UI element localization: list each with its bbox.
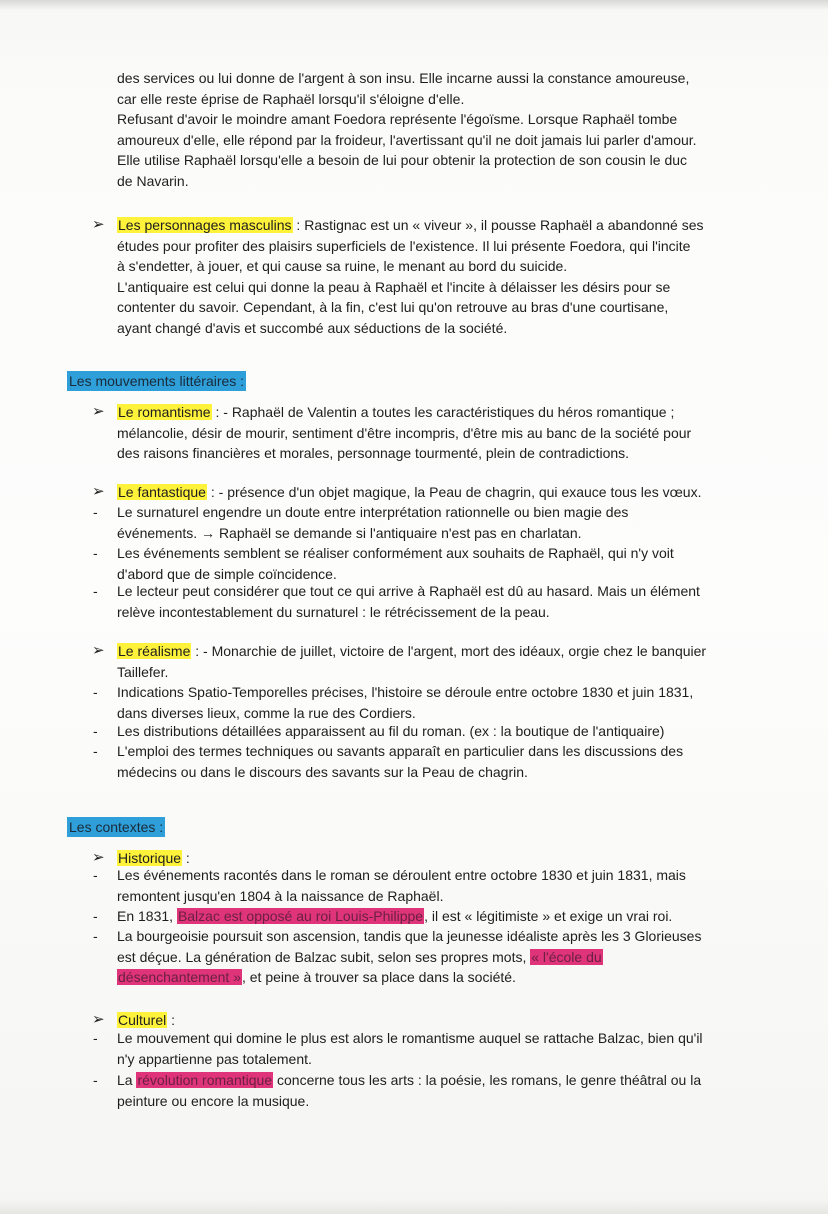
dash-bullet: - [93,545,98,561]
dash-bullet: - [93,1072,98,1088]
page-edge [0,1200,828,1214]
list-item: Indications Spatio-Temporelles précises, l'histoire se déroule entre octobre 1830 et juin 1831, dans diverses lieux, comme la rue des Cordiers. [117,684,694,721]
dash-bullet: - [93,908,98,924]
list-item: La bourgeoisie poursuit son ascension, tandis que la jeunesse idéaliste après les 3 Glorieuses est déçue. La génération de Balzac subit, selon ses propres mots, « l'école du désenchantement », et peine à trouver sa place dans la société. [117,928,702,985]
masculins-label: Les personnages masculins [118,217,292,233]
highlight-pink: Balzac est opposé au roi Louis-Philippe [177,908,424,924]
fantastique-first-line [117,482,777,503]
list-item: La révolution romantique concerne tous les arts : la poésie, les romans, le genre théâtral ou la peinture ou encore la musique. [117,1072,702,1109]
text-line: : - Raphaël de Valentin a toutes les caractéristiques du héros romantique ; [211,404,675,420]
text-line: de Navarin. [117,172,189,189]
dash-bullet: - [93,928,98,944]
text-line: amoureux d'elle, elle répond par la froideur, l'avertissant qu'il ne doit jamais lui parler d'amour. [117,131,697,148]
dash-bullet: - [93,1030,98,1046]
text-line: à s'endetter, à jouer, et qui cause sa ruine, le menant au bord du suicide. [117,258,568,274]
section-heading-contextes: Les contextes : [69,819,164,835]
text-line: des services ou lui donne de l'argent à son insu. Elle incarne aussi la constance amoureuse, [117,70,690,86]
text-line: : - présence d'un objet magique, la Peau de chagrin, qui exauce tous les vœux. [206,484,702,500]
romantisme-label: Le romantisme [118,404,211,420]
text-line: des raisons financières et morales, personnage tourmenté, plein de contradictions. [117,445,630,461]
dash-bullet: - [93,743,98,759]
culturel-label: Culturel [118,1012,167,1028]
section-heading-mouvements: Les mouvements littéraires : [69,373,245,389]
arrow-bullet-icon: ➢ [92,849,105,866]
list-item: Le mouvement qui domine le plus est alors le romantisme auquel se rattache Balzac, bien qu'il n'y appartienne pas totalement. [117,1030,703,1067]
arrow-bullet-icon: ➢ [92,1011,105,1028]
text-line: : Rastignac est un « viveur », il pousse Raphaël a abandonné ses [292,217,704,233]
historique-label: Historique [118,850,182,866]
text-line: Refusant d'avoir le moindre amant Foedora représente l'égoïsme. Lorsque Raphaël tombe [117,111,678,127]
text-line: Elle utilise Raphaël lorsqu'elle a besoin de lui pour obtenir la protection de son cousin le duc [117,152,688,168]
culturel-heading: Culturel : [118,1012,176,1028]
text-line: études pour profiter des plaisirs superficiels de l'existence. Il lui présente Foedora, qui l'incite [117,237,691,254]
list-item: Les événements semblent se réaliser conformément aux souhaits de Raphaël, qui n'y voit d'abord que de simple coïncidence. [117,545,674,582]
romantisme-paragraph [117,402,777,464]
dash-bullet: - [93,684,98,700]
text-line: L'antiquaire est celui qui donne la peau à Raphaël et l'incite à délaisser les désirs pour se [117,278,671,295]
arrow-bullet-icon: ➢ [92,642,105,659]
historique-heading: Historique : [118,850,190,866]
text-line: car elle reste éprise de Raphaël lorsqu'il s'éloigne d'elle. [117,90,465,107]
dash-bullet: - [93,583,98,599]
realisme-label: Le réalisme [118,643,191,659]
arrow-bullet-icon: ➢ [92,216,105,233]
arrow-bullet-icon: ➢ [92,483,105,500]
arrow-bullet-icon: ➢ [92,403,105,420]
highlight-pink: révolution romantique [137,1072,273,1088]
fantastique-label: Le fantastique [118,484,206,500]
list-item: L'emploi des termes techniques ou savants apparaît en particulier dans les discussions des médecins ou dans le discours des savants sur la Peau de chagrin. [117,743,684,780]
masculins-paragraph [117,215,777,338]
intro-paragraph [117,68,777,191]
list-item: Les distributions détaillées apparaissent au fil du roman. (ex : la boutique de l'antiquaire) [117,723,665,739]
list-item: Le lecteur peut considérer que tout ce qui arrive à Raphaël est dû au hasard. Mais un élément relève incontestablement du surnaturel : le rétrécissement de la peau. [117,583,700,620]
text-line: contenter du savoir. Cependant, à la fin, c'est lui qu'on retrouve au bras d'une courtisane, [117,299,669,315]
text-line: ayant changé d'avis et succombé aux séductions de la société. [117,319,508,336]
list-item: Le surnaturel engendre un doute entre interprétation rationnelle ou bien magie des événements. → Raphaël se demande si l'antiquaire n'est pas en charlatan. [117,504,629,541]
dash-bullet: - [93,504,98,520]
realisme-first-line: Le réalisme : - Monarchie de juillet, victoire de l'argent, mort des idéaux, orgie chez le banquier Taillefer. [117,643,707,680]
dash-bullet: - [93,723,98,739]
text-line: mélancolie, désir de mourir, sentiment d'être incompris, d'être mis au banc de la société pour [117,424,692,441]
list-item: En 1831, Balzac est opposé au roi Louis-Philippe, il est « légitimiste » et exige un vrai roi. [117,908,673,924]
dash-bullet: - [93,867,98,883]
list-item: Les événements racontés dans le roman se déroulent entre octobre 1830 et juin 1831, mais remontent jusqu'en 1804 à la naissance de Raphaël. [117,867,686,904]
page-edge [0,0,828,10]
highlight-pink: « l'école du [531,948,602,965]
highlight-pink: désenchantement » [118,969,241,985]
